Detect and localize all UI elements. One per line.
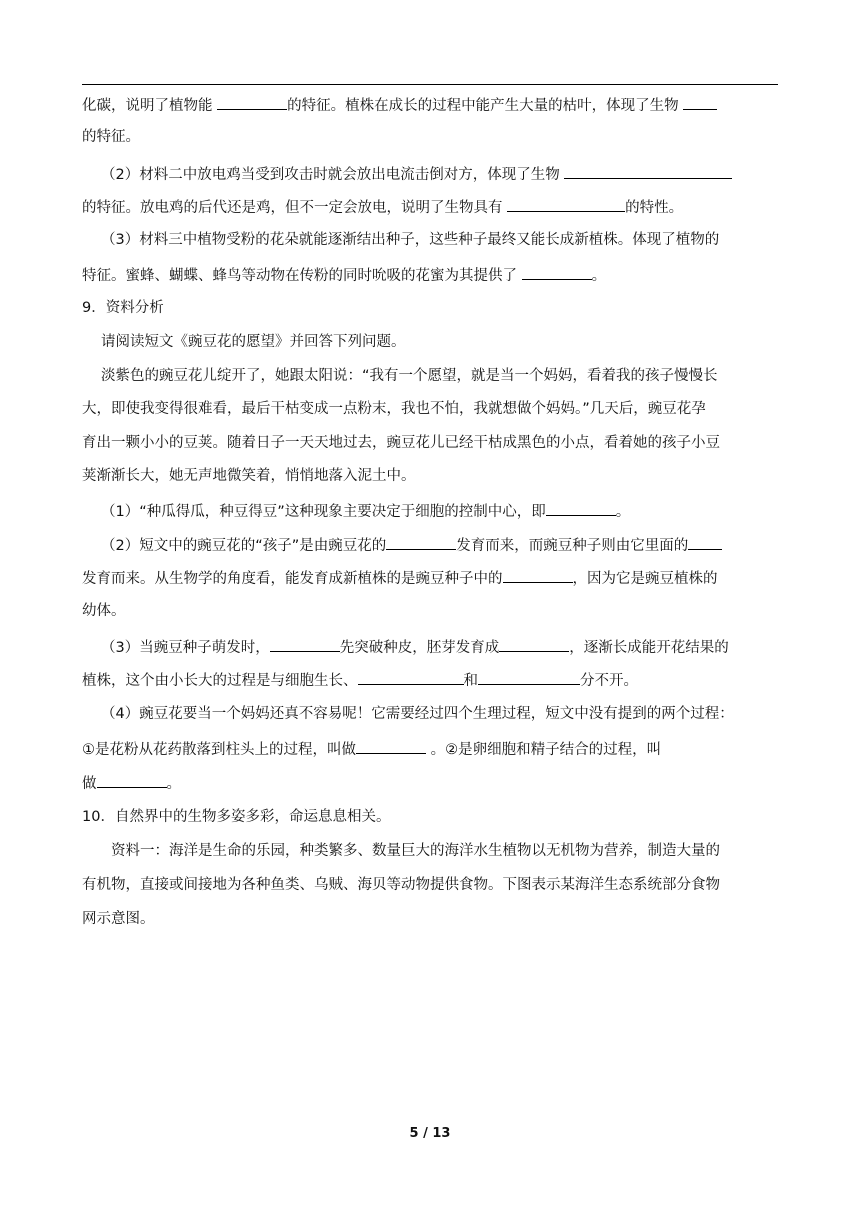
header-rule [82,84,778,85]
answer-blank [358,669,464,685]
text-segment: 。 [591,268,607,284]
text-segment: 先突破种皮，胚芽发育成 [339,640,500,656]
question-line [82,500,778,522]
text-line [82,94,778,116]
text-line: 幼体。 [82,603,126,619]
text-segment: ，逐渐长成能开花结果的 [569,640,729,656]
answer-blank [564,163,732,179]
text-segment: 和 [463,673,478,689]
text-segment: 。 [615,504,631,520]
text-line [82,196,778,218]
text-segment: （2）材料二中放电鸡当受到攻击时就会放出电流击倒对方，体现了生物 [101,167,565,183]
answer-blank [478,669,580,685]
story-line: 淡紫色的豌豆花儿绽开了，她跟太阳说：“我有一个愿望，就是当一个妈妈，看着我的孩子慢慢长 [101,368,718,384]
text-segment: 。②是卵细胞和精子结合的过程，叫 [426,742,662,758]
answer-blank [688,534,722,550]
answer-blank [386,534,456,550]
text-segment: （1）“种瓜得瓜，种豆得豆”这种现象主要决定于细胞的控制中心，即 [101,504,546,520]
answer-blank [503,567,573,583]
question-line [82,534,778,556]
question-9-title: 9．资料分析 [82,300,164,316]
answer-blank [270,636,340,652]
answer-blank [507,196,625,212]
text-segment: 化碳，说明了植物能 [82,98,218,114]
question-line: （4）豌豆花要当一个妈妈还真不容易呢！它需要经过四个生理过程，短文中没有提到的两个过程： [101,706,734,722]
text-line [82,772,778,794]
text-segment: 发育而来，而豌豆种子则由它里面的 [456,538,689,554]
text-line [82,738,778,760]
text-segment: ①是花粉从花药散落到柱头上的过程，叫做 [82,742,356,758]
material-line: 有机物，直接或间接地为各种鱼类、乌贼、海贝等动物提供食物。下图表示某海洋生态系统部分食物 [82,877,720,893]
material-line: 资料一：海洋是生命的乐园，种类繁多、数量巨大的海洋水生植物以无机物为营养，制造大量的 [111,843,720,859]
story-line: 育出一颗小小的豆荚。随着日子一天天地过去，豌豆花儿已经干枯成黑色的小点，看着她的孩子小豆 [82,435,720,451]
text-segment: 的特征。放电鸡的后代还是鸡，但不一定会放电，说明了生物具有 [82,200,508,216]
text-segment: 的特性。 [625,200,684,216]
text-line [82,264,778,286]
text-segment: 做 [82,776,97,792]
text-segment: 植株，这个由小长大的过程是与细胞生长、 [82,673,358,689]
text-segment: ，因为它是豌豆植株的 [572,571,718,587]
answer-blank [683,94,717,110]
text-segment: （2）短文中的豌豆花的“孩子”是由豌豆花的 [101,538,387,554]
text-line [82,567,778,589]
text-segment: 特征。蜜蜂、蝴蝶、蜂鸟等动物在传粉的同时吮吸的花蜜为其提供了 [82,268,522,284]
answer-blank [499,636,569,652]
answer-blank [546,500,616,516]
text-segment: 分不开。 [580,673,638,689]
story-line: 荚渐渐长大，她无声地微笑着，悄悄地落入泥土中。 [82,468,416,484]
answer-blank [522,264,592,280]
answer-blank [217,94,287,110]
question-line: （3）材料三中植物受粉的花朵就能逐渐结出种子，这些种子最终又能长成新植株。体现了植物的 [101,232,720,248]
story-line: 大，即使我变得很难看，最后干枯变成一点粉末，我也不怕，我就想做个妈妈。”几天后，豌豆花孕 [82,401,706,417]
answer-blank [97,772,167,788]
text-line: 的特征。 [82,129,140,145]
text-segment: 的特征。植株在成长的过程中能产生大量的枯叶，体现了生物 [287,98,684,114]
answer-blank [356,738,426,754]
question-line [82,636,778,658]
text-segment: （3）当豌豆种子萌发时， [101,640,270,656]
material-line: 网示意图。 [82,911,155,927]
question-10-title: 10．自然界中的生物多姿多彩，命运息息相关。 [82,809,391,825]
text-line [82,669,778,691]
text-segment: 。 [166,776,181,792]
question-line [82,163,778,185]
page-number: 5 / 13 [409,1126,451,1141]
text-segment: 发育而来。从生物学的角度看，能发育成新植株的是豌豆种子中的 [82,571,503,587]
question-9-intro: 请阅读短文《豌豆花的愿望》并回答下列问题。 [101,334,406,350]
